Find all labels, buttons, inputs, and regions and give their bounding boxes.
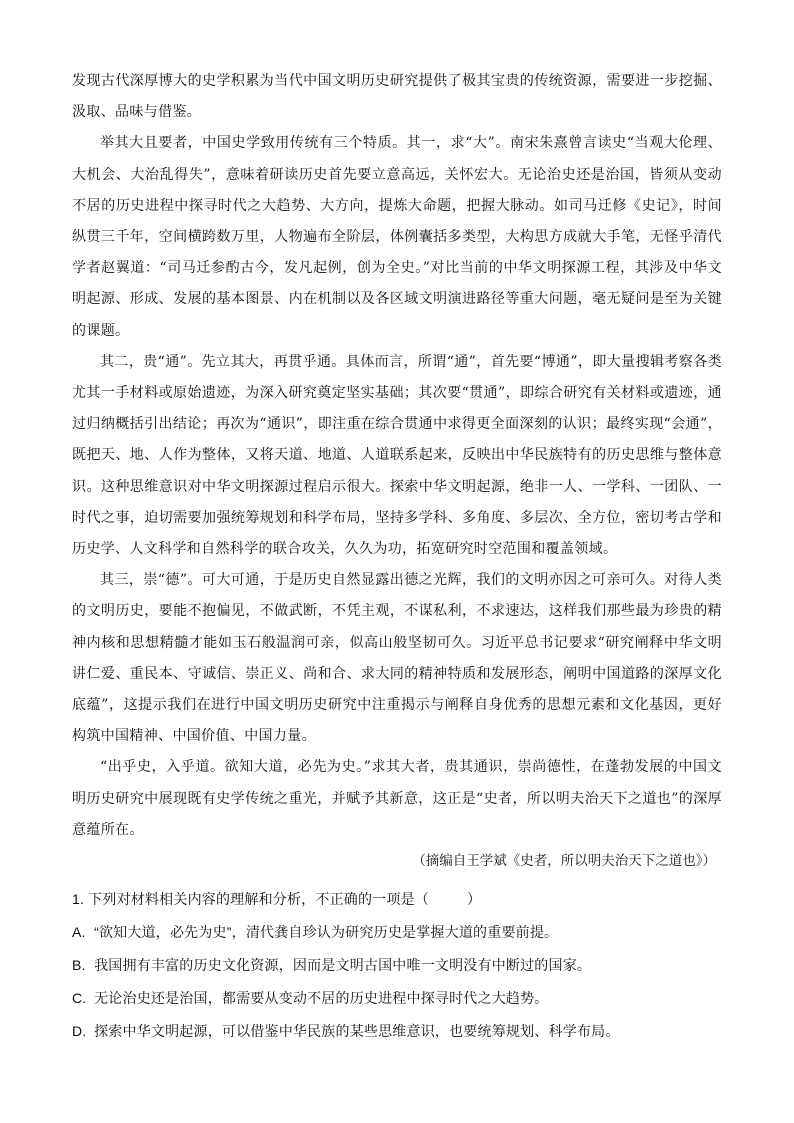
option-c[interactable] — [72, 982, 722, 1015]
passage-paragraph-2: 举其大且要者，中国史学致用传统有三个特质。其一，求“大”。南宋朱熹曾言读史“当观大伦理、大机会、大治乱得失”，意味着研读历史首先要立意高远，关怀宏大。无论治史还是治国，皆须从变动不居的历史进程中探寻时代之大趋势、大方向，提炼大命题，把握大脉动。如司马迁修《史记》，时间纵贯三千年，空间横跨数万里，人物遍布全阶层，体例囊括多类型，大构思方成就大手笔，无怪乎清代学者赵翼道：“司马迁参酌古今，发凡起例，创为全史。”对比当前的中华文明探源工程，其涉及中华文明起源、形成、发展的基本图景、内在机制以及各区域文明演进路径等重大问题，毫无疑问是至为关键的课题。 — [72, 135, 722, 339]
question-stem — [72, 883, 722, 916]
option-c-key: C. — [72, 990, 87, 1007]
option-d-key: D. — [72, 1023, 87, 1040]
option-b-key: B. — [72, 957, 86, 974]
question-stem-prefix: 1. 下列对材料相关内容的理解和分析，不正确的一项是（ — [72, 891, 429, 908]
option-d-text: 探索中华文明起源，可以借鉴中华民族的某些思维意识，也要统筹规划、科学布局。 — [94, 1023, 620, 1040]
option-b-text: 我国拥有丰富的历史文化资源，因而是文明古国中唯一文明没有中断过的国家。 — [94, 957, 592, 974]
passage-paragraph-5: “出乎史，入乎道。欲知大道，必先为史。”求其大者，贵其通识，崇尚德性，在蓬勃发展的中国文明历史研究中展现既有史学传统之重光，并赋予其新意，这正是“史者，所以明夫治天下之道也”的深厚意蕴所在。 — [72, 759, 722, 838]
question-stem-suffix: ） — [466, 891, 482, 908]
exam-page — [72, 66, 722, 1048]
option-b[interactable] — [72, 949, 722, 982]
option-c-text: 无论治史还是治国，都需要从变动不居的历史进程中探寻时代之大趋势。 — [94, 990, 549, 1007]
passage-paragraph-3: 其二，贵“通”。先立其大，再贯乎通。具体而言，所谓“通”，首先要“博通”，即大量搜辑考察各类尤其一手材料或原始遗迹，为深入研究奠定坚实基础；其次要“贯通”，即综合研究有关材料或遗迹，通过归纳概括引出结论；再次为“通识”，即注重在综合贯通中求得更全面深刻的认识；最终实现“会通”，既把天、地、人作为整体，又将天道、地道、人道联系起来，反映出中华民族特有的历史思维与整体意识。这种思维意识对中华文明探源过程启示很大。探索中华文明起源，绝非一人、一学科、一团队、一时代之事，迫切需要加强统筹规划和科学布局，坚持多学科、多角度、多层次、全方位，密切考古学和历史学、人文科学和自然科学的联合攻关，久久为功，拓宽研究时空范围和覆盖领域。 — [72, 353, 722, 558]
passage-paragraph-1: 发现古代深厚博大的史学积累为当代中国文明历史研究提供了极其宝贵的传统资源，需要进一步挖掘、汲取、品味与借鉴。 — [72, 73, 722, 121]
option-a-text: “欲知大道，必先为史”，清代龚自珍认为研究历史是掌握大道的重要前提。 — [94, 924, 559, 941]
passage-source: （摘编自王学斌《史者，所以明夫治天下之道也》） — [412, 853, 716, 870]
option-a[interactable] — [72, 916, 722, 949]
reading-passage — [72, 66, 722, 846]
option-a-key: A. — [72, 924, 86, 941]
question-1 — [72, 883, 722, 1048]
passage-paragraph-4: 其三，崇“德”。可大可通，于是历史自然显露出德之光辉，我们的文明亦因之可亲可久。对待人类的文明历史，要能不抱偏见，不做武断，不凭主观，不谋私利，不求速达，这样我们那些最为珍贵的精神内核和思想精髓才能如玉石般温润可亲，似高山般坚韧可久。习近平总书记要求“研究阐释中华文明讲仁爱、重民本、守诚信、崇正义、尚和合、求大同的精神特质和发展形态，阐明中国道路的深厚文化底蕴”，这提示我们在进行中国文明历史研究中注重揭示与阐释自身优秀的思想元素和文化基因，更好构筑中国精神、中国价值、中国力量。 — [72, 572, 722, 745]
option-d[interactable] — [72, 1015, 722, 1048]
